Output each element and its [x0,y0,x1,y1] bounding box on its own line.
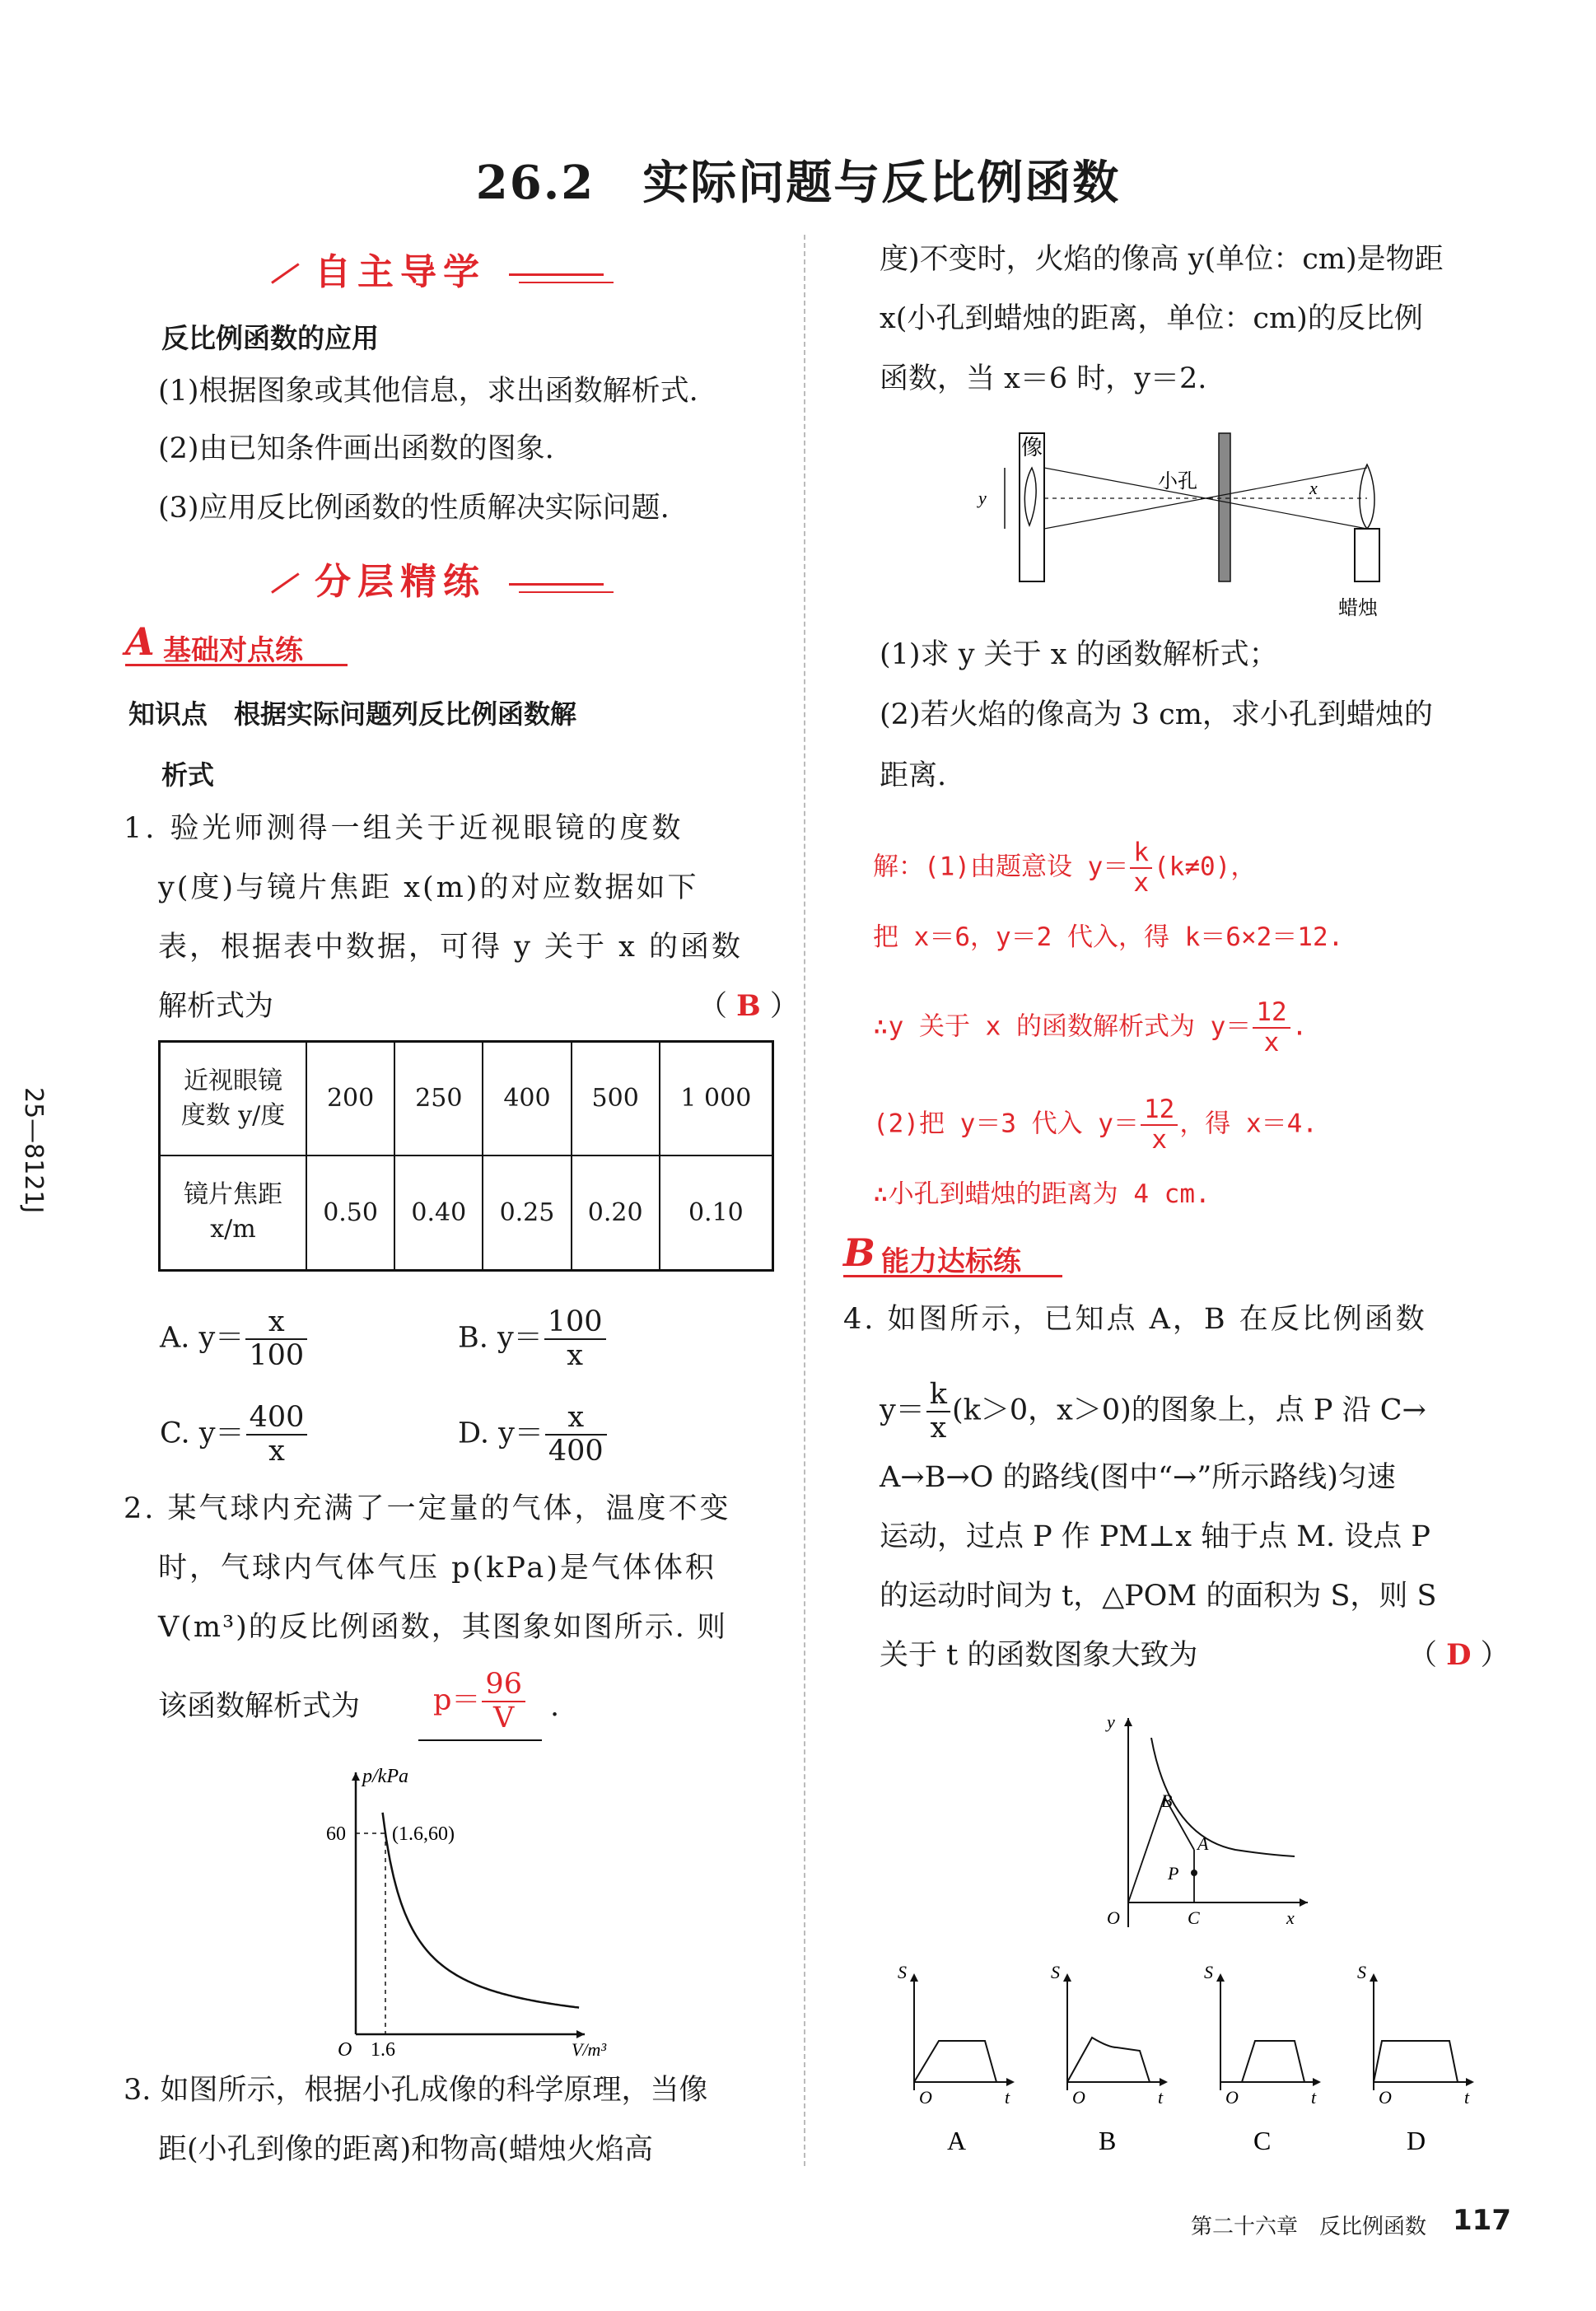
x-label: x [1309,478,1318,498]
q2-answer-prefix: p＝ [433,1683,481,1717]
choice-label: A [947,2126,967,2155]
q1-line: y(度)与镜片焦距 x(m)的对应数据如下 [158,871,699,904]
q2-answer-blank [418,1670,542,1741]
basic-practice-badge [125,619,348,667]
y-label: y [978,488,987,508]
s-label: S [1357,1962,1366,1982]
q4-line: 4. 如图所示，已知点 A，B 在反比例函数 [843,1303,1427,1336]
table-cell: 500 [572,1042,660,1156]
table-cell: 400 [483,1042,571,1156]
knowledge-point-cont: 析式 [161,759,215,791]
x-axis-label: x [1286,1907,1295,1928]
q4-line: A→B→O 的路线(图中“→”所示路线)匀速 [880,1461,1396,1494]
q4-answer-bracket: （ D ） [1408,1638,1510,1672]
t-label: t [1464,2087,1470,2108]
q1-option-c: C. y＝ $\frac{400}{x}$ [160,1403,309,1466]
label-p: P [1168,1863,1179,1884]
q2-period: . [550,1690,560,1723]
o-label: O [1225,2087,1239,2108]
q2-line: V(m³)的反比例函数，其图象如图所示. 则 [158,1611,728,1644]
q3-solution-line: ∴小孔到蜡烛的距离为 4 cm. [873,1179,1211,1209]
candle-body [1355,529,1379,581]
choice-a [898,1962,1015,2155]
table-header-cell [160,1156,307,1271]
table-cell: 1 000 [660,1042,773,1156]
badge-glyph: A [125,619,155,664]
self-study-item: (3)应用反比例函数的性质解决实际问题. [158,492,670,525]
q3-line: x(小孔到蜡烛的距离，单位：cm)的反比例 [880,302,1423,335]
q4-answer: D [1446,1638,1472,1672]
q3-line: 函数，当 x＝6 时，y＝2. [880,362,1207,395]
table-row [160,1042,773,1156]
hyperbola-curve [1151,1738,1295,1856]
y-axis-arrow [352,1772,360,1781]
banner-rule [509,273,604,276]
y-axis-arrow [1124,1718,1132,1726]
table-header-text: x/m [210,1215,256,1244]
o-label: O [1379,2087,1392,2108]
origin-label: O [1107,1907,1120,1928]
s-label: S [1051,1962,1060,1982]
table-cell: 0.50 [306,1156,394,1271]
q4-line: y＝ $\frac{k}{x}$ (k＞0，x＞0)的图象上，点 P 沿 C→ [880,1378,1426,1445]
banner-rule [509,583,604,586]
page-title: 26.2 实际问题与反比例函数 [475,156,1121,210]
x-axis-label: V/m³ [572,2039,607,2060]
s-label: S [1204,1962,1213,1982]
t-label: t [1005,2087,1010,2108]
table-cell: 200 [306,1042,394,1156]
q2-answer-den: V [493,1702,515,1734]
q1-line: 1. 验光师测得一组关于近视眼镜的度数 [124,812,684,845]
q1-option-a: A. y＝ $\frac{x}{100}$ [160,1308,309,1370]
q1-line: 表，根据表中数据，可得 y 关于 x 的函数 [158,931,744,964]
self-study-item: (1)根据图象或其他信息，求出函数解析式. [158,375,698,408]
ability-practice-badge [843,1230,1062,1278]
table-header-text: 镜片焦距 [184,1180,282,1210]
q1-answer-bracket: （ B ） [698,989,799,1023]
label-c: C [1188,1907,1200,1928]
table-header-text: 度数 y/度 [180,1100,286,1130]
q1-answer: B [736,989,761,1023]
o-label: O [1072,2087,1085,2108]
choice-d [1357,1962,1474,2155]
point-p [1191,1870,1197,1876]
footer-chapter: 第二十六章 反比例函数 [1191,2215,1427,2239]
badge-label: 能力达标练 [881,1245,1021,1278]
table-cell: 0.10 [660,1156,773,1271]
q2-answer-num: 96 [482,1670,525,1702]
y-axis-label: p/kPa [362,1766,408,1787]
hole-label: 小孔 [1158,469,1197,493]
q1-data-table [158,1040,774,1272]
x-tick-label: 1.6 [371,2039,395,2061]
q4-graph [1071,1705,1318,1944]
y-axis-label: y [1107,1711,1115,1732]
badge-glyph: B [843,1230,875,1275]
table-row [160,1156,773,1271]
y-tick-label: 60 [326,1823,346,1845]
banner-rule [519,591,614,593]
image-label: 像 [1021,436,1043,460]
q3-solution-line: 把 x＝6，y＝2 代入，得 k＝6×2＝12. [873,922,1344,952]
q3-solution-line: 解：(1)由题意设 y＝ $\frac{k}{x}$ (k≠0)， [873,838,1257,898]
t-label: t [1158,2087,1164,2108]
table-cell: 0.20 [572,1156,660,1271]
q3-line: 度)不变时，火焰的像高 y(单位：cm)是物距 [880,243,1444,276]
table-cell: 0.25 [483,1156,571,1271]
point-label: (1.6,60) [392,1823,455,1845]
banner-slash [271,263,299,283]
choice-b [1051,1962,1168,2155]
choice-c [1204,1962,1321,2155]
choice-label: C [1253,2126,1272,2155]
q3-line: 距(小孔到像的距离)和物高(蜡烛火焰高 [158,2133,653,2166]
s-label: S [898,1962,907,1982]
q3-part: (1)求 y 关于 x 的函数解析式； [880,638,1278,671]
q2-graph [305,1754,634,2067]
self-study-item: (2)由已知条件画出函数的图象. [158,432,554,465]
section-title: 自主导学 [315,251,486,293]
section-banner-layered [272,550,618,603]
banner-rule [519,282,614,283]
q4-choices [889,1959,1515,2164]
q3-line: 3. 如图所示，根据小孔成像的科学原理，当像 [124,2074,708,2107]
x-axis-arrow [576,2030,585,2038]
q1-option-d: D. y＝ $\frac{x}{400}$ [458,1403,609,1466]
q1-option-b: B. y＝ $\frac{100}{x}$ [458,1308,608,1370]
label-b: B [1161,1790,1173,1811]
section-banner-self-study [272,240,618,293]
q4-line: 关于 t 的函数图象大致为 [880,1639,1198,1672]
table-cell: 0.40 [394,1156,483,1271]
page-number: 117 [1453,2204,1511,2237]
table-cell: 250 [394,1042,483,1156]
q4-line: 运动，过点 P 作 PM⊥x 轴于点 M. 设点 P [880,1520,1430,1553]
pinhole-board [1219,433,1230,581]
q2-line: 该函数解析式为 [158,1690,361,1723]
q2-line: 2. 某气球内充满了一定量的气体，温度不变 [124,1492,731,1525]
knowledge-point: 知识点 根据实际问题列反比例函数解 [128,698,577,730]
q3-part: (2)若火焰的像高为 3 cm，求小孔到蜡烛的 [880,698,1433,731]
table-header-cell [160,1042,307,1156]
q2-line: 时，气球内气体气压 p(kPa)是气体体积 [158,1552,716,1585]
choice-label: D [1407,2126,1426,2155]
q4-line: 的运动时间为 t，△POM 的面积为 S，则 S [880,1580,1437,1613]
candle-flame [1360,465,1374,529]
q3-solution-line: ∴y 关于 x 的函数解析式为 y＝ $\frac{12}{x}$ . [873,997,1308,1057]
column-divider [804,235,805,2166]
t-label: t [1311,2087,1317,2108]
candle-label: 蜡烛 [1338,596,1378,619]
section-title: 分层精练 [315,561,486,603]
origin-label: O [338,2039,352,2061]
q1-line: 解析式为 [158,990,274,1023]
table-header-text: 近视眼镜 [184,1066,282,1095]
q3-part: 距离. [880,759,947,792]
banner-slash [271,572,299,593]
q3-solution-line: (2)把 y＝3 代入 y＝ $\frac{12}{x}$ ，得 x＝4. [873,1095,1318,1155]
q3-pinhole-diagram [964,418,1425,624]
label-a: A [1197,1833,1209,1854]
badge-label: 基础对点练 [163,634,303,667]
x-axis-arrow [1300,1898,1308,1907]
path-line [1128,1797,1194,1902]
o-label: O [919,2087,932,2108]
side-code: 25—8121J [19,1087,48,1214]
self-study-heading: 反比例函数的应用 [161,322,379,354]
choice-label: B [1099,2126,1117,2155]
